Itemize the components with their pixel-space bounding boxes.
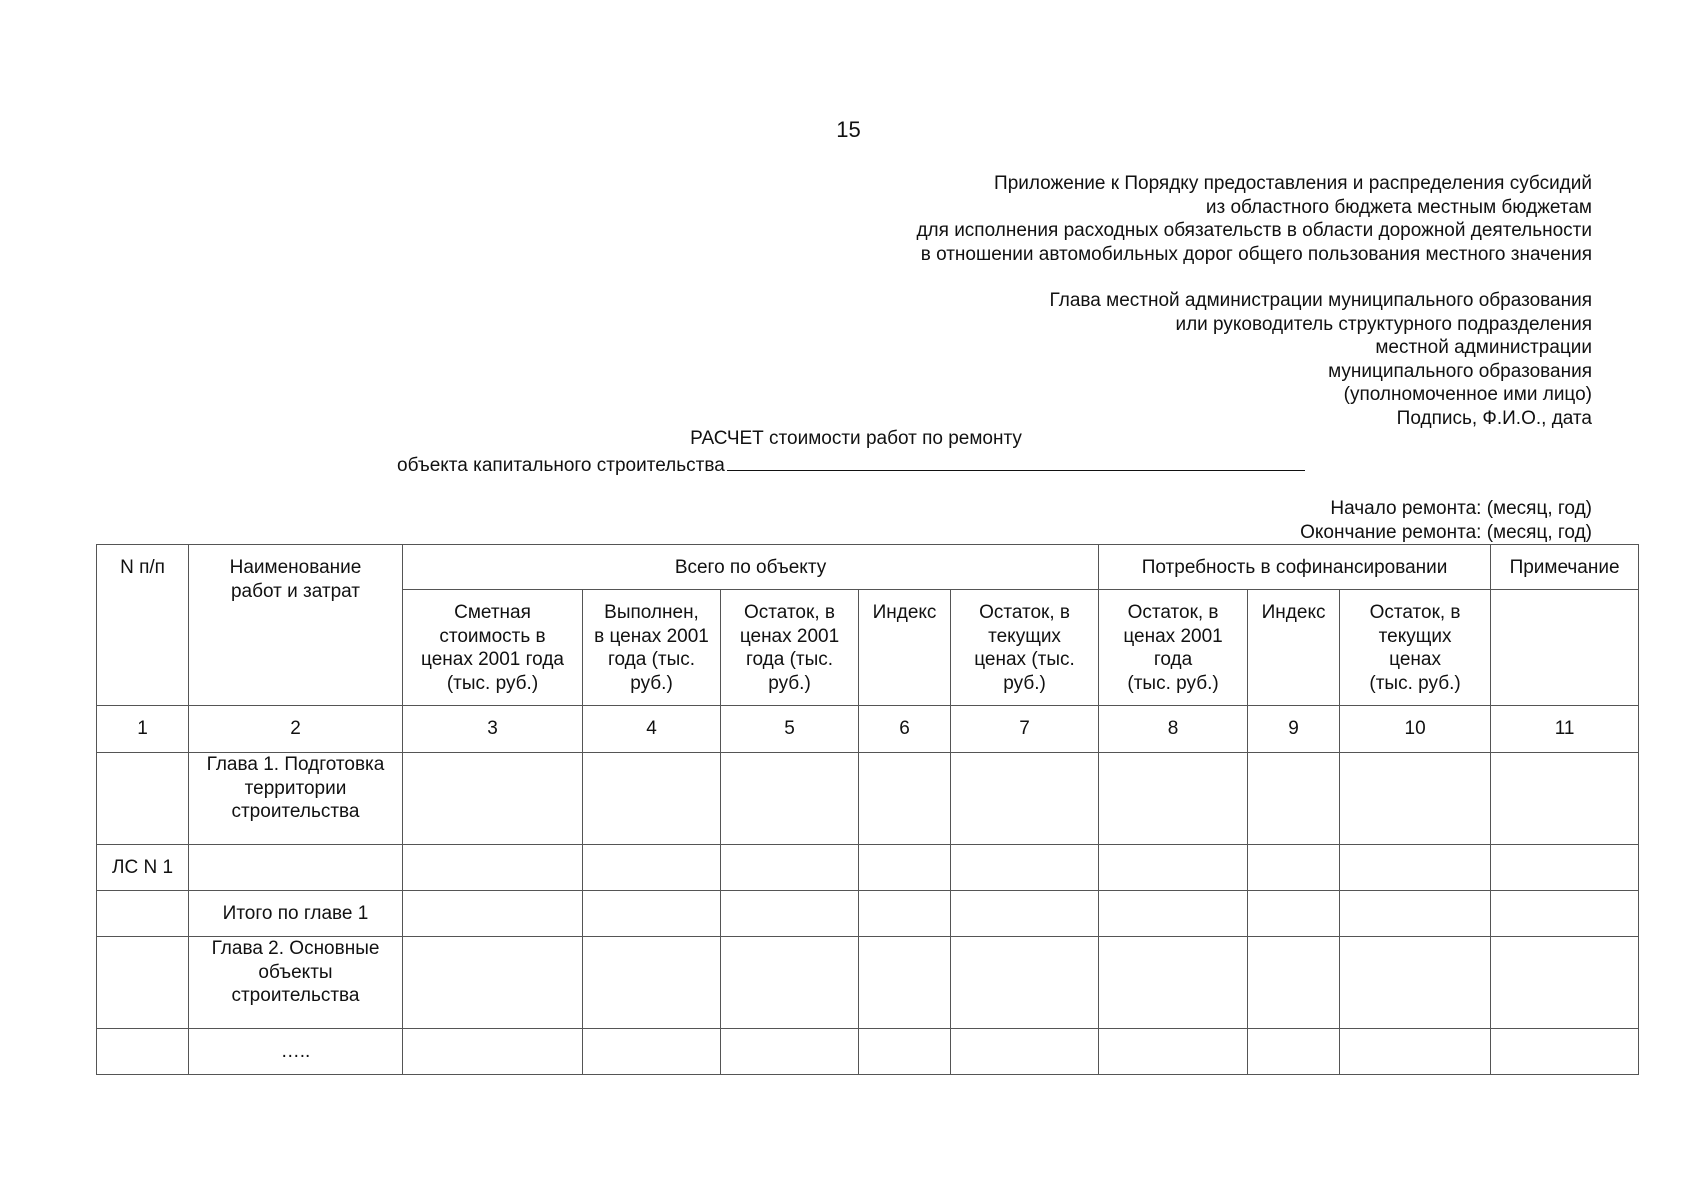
approval-line: муниципального образования (1328, 360, 1592, 382)
object-label: объекта капитального строительства (397, 455, 725, 476)
row-cell[interactable] (951, 891, 1099, 937)
row-cell[interactable] (951, 753, 1099, 845)
row-num (97, 1029, 189, 1075)
row-name (189, 845, 403, 891)
row-cell[interactable] (721, 891, 859, 937)
row-cell[interactable] (403, 891, 583, 937)
row-name: ….. (189, 1029, 403, 1075)
header-cofin-group: Потребность в софинансировании (1099, 545, 1491, 590)
approval-line: Подпись, Ф.И.О., дата (1396, 407, 1592, 429)
repair-end: Окончание ремонта: (месяц, год) (1300, 521, 1592, 543)
row-cell[interactable] (1340, 1029, 1491, 1075)
column-number: 8 (1099, 706, 1248, 753)
header-c6: Индекс (859, 590, 951, 706)
header-c4: Выполнен, в ценах 2001 года (тыс. руб.) (583, 590, 721, 706)
row-num (97, 937, 189, 1029)
appendix-line: Приложение к Порядку предоставления и распределения субсидий (994, 173, 1592, 194)
row-name: Итого по главе 1 (189, 891, 403, 937)
appendix-line: из областного бюджета местным бюджетам (1205, 196, 1592, 218)
table-row (97, 753, 1639, 845)
column-number: 11 (1491, 706, 1639, 753)
approval-line: или руководитель структурного подразделения (1175, 313, 1592, 335)
row-cell[interactable] (859, 1029, 951, 1075)
row-cell[interactable] (721, 753, 859, 845)
document-title: РАСЧЕТ стоимости работ по ремонту (690, 428, 1022, 449)
header-c8: Остаток, в ценах 2001 года (тыс. руб.) (1099, 590, 1248, 706)
row-cell[interactable] (403, 845, 583, 891)
row-cell[interactable] (1340, 753, 1491, 845)
row-name: Глава 2. Основные объекты строительства (189, 937, 403, 1029)
row-cell[interactable] (583, 1029, 721, 1075)
object-name-line (397, 450, 1305, 477)
row-cell[interactable] (583, 845, 721, 891)
row-cell[interactable] (1099, 937, 1248, 1029)
row-cell[interactable] (583, 937, 721, 1029)
appendix-line: для исполнения расходных обязательств в области дорожной деятельности (916, 220, 1592, 241)
table-row (97, 845, 1639, 891)
appendix-note (916, 172, 1592, 266)
row-cell[interactable] (859, 891, 951, 937)
column-number: 1 (97, 706, 189, 753)
row-cell[interactable] (1491, 937, 1639, 1029)
header-c3: Сметная стоимость в ценах 2001 года (тыс. руб.) (403, 590, 583, 706)
column-number: 6 (859, 706, 951, 753)
row-num: ЛС N 1 (97, 845, 189, 891)
header-row-1 (97, 545, 1639, 590)
header-c9: Индекс (1248, 590, 1340, 706)
column-number: 3 (403, 706, 583, 753)
column-number: 4 (583, 706, 721, 753)
row-cell[interactable] (859, 845, 951, 891)
row-cell[interactable] (1248, 753, 1340, 845)
page-number: 15 (836, 117, 861, 142)
row-cell[interactable] (1491, 753, 1639, 845)
appendix-line: в отношении автомобильных дорог общего пользования местного значения (920, 243, 1592, 265)
header-c10: Остаток, в текущих ценах (тыс. руб.) (1340, 590, 1491, 706)
row-cell[interactable] (1248, 845, 1340, 891)
row-cell[interactable] (721, 937, 859, 1029)
row-cell[interactable] (403, 937, 583, 1029)
column-numbers-row (97, 706, 1639, 753)
row-cell[interactable] (951, 1029, 1099, 1075)
column-number: 10 (1340, 706, 1491, 753)
row-cell[interactable] (1099, 1029, 1248, 1075)
row-num (97, 891, 189, 937)
approval-line: (уполномоченное ими лицо) (1343, 384, 1592, 405)
object-name-blank (727, 450, 1305, 471)
table-row (97, 937, 1639, 1029)
repair-dates (1300, 497, 1592, 544)
row-cell[interactable] (1248, 891, 1340, 937)
row-cell[interactable] (583, 753, 721, 845)
row-cell[interactable] (1340, 891, 1491, 937)
row-cell[interactable] (859, 937, 951, 1029)
row-cell[interactable] (951, 845, 1099, 891)
header-name: Наименование работ и затрат (189, 545, 403, 706)
row-cell[interactable] (1248, 937, 1340, 1029)
table-row (97, 891, 1639, 937)
row-cell[interactable] (1491, 845, 1639, 891)
approval-line: Глава местной администрации муниципального образования (1049, 290, 1592, 311)
row-cell[interactable] (721, 1029, 859, 1075)
row-cell[interactable] (1491, 1029, 1639, 1075)
header-num: N п/п (97, 545, 189, 706)
column-number: 7 (951, 706, 1099, 753)
header-note: Примечание (1491, 545, 1639, 590)
column-number: 2 (189, 706, 403, 753)
approval-block (1050, 289, 1592, 430)
repair-start: Начало ремонта: (месяц, год) (1330, 498, 1592, 519)
table-row (97, 1029, 1639, 1075)
cost-calculation-table (96, 544, 1639, 1075)
row-cell[interactable] (1099, 891, 1248, 937)
row-cell[interactable] (403, 1029, 583, 1075)
row-cell[interactable] (583, 891, 721, 937)
row-cell[interactable] (721, 845, 859, 891)
row-cell[interactable] (1099, 845, 1248, 891)
row-cell[interactable] (1099, 753, 1248, 845)
column-number: 5 (721, 706, 859, 753)
row-cell[interactable] (951, 937, 1099, 1029)
header-c5: Остаток, в ценах 2001 года (тыс. руб.) (721, 590, 859, 706)
row-num (97, 753, 189, 845)
approval-line: местной администрации (1375, 337, 1592, 358)
row-cell[interactable] (1340, 937, 1491, 1029)
header-c11 (1491, 590, 1639, 706)
row-cell[interactable] (1340, 845, 1491, 891)
header-total-group: Всего по объекту (403, 545, 1099, 590)
row-cell[interactable] (859, 753, 951, 845)
column-number: 9 (1248, 706, 1340, 753)
header-c7: Остаток, в текущих ценах (тыс. руб.) (951, 590, 1099, 706)
row-name: Глава 1. Подготовка территории строительства (189, 753, 403, 845)
row-cell[interactable] (403, 753, 583, 845)
row-cell[interactable] (1491, 891, 1639, 937)
row-cell[interactable] (1248, 1029, 1340, 1075)
